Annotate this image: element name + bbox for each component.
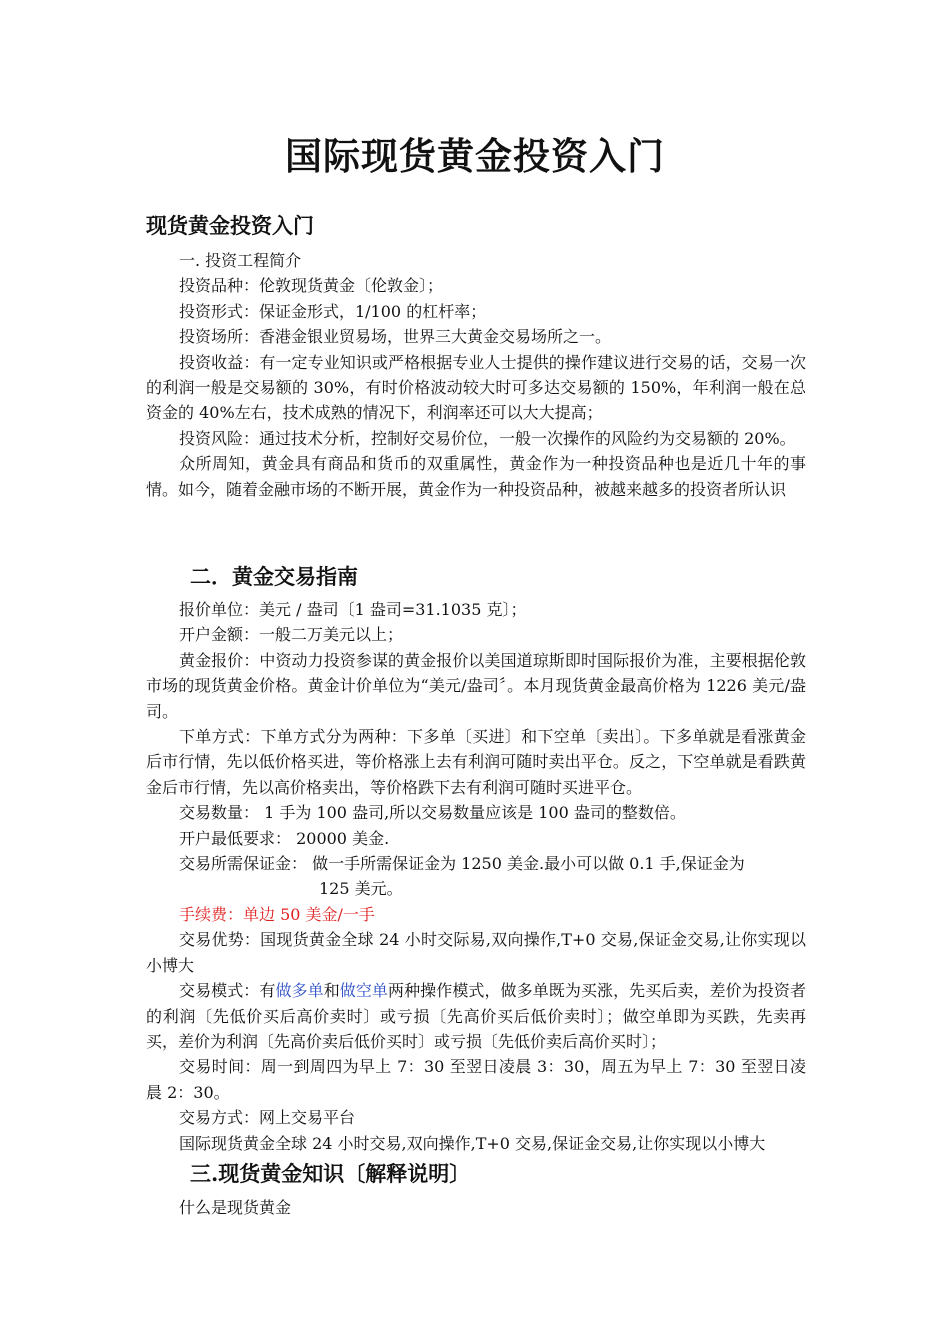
paragraph-quantity: 交易数量： 1 手为 100 盎司,所以交易数量应该是 100 盎司的整数倍。 xyxy=(179,803,686,823)
paragraph-open-amount: 开户金额：一般二万美元以上； xyxy=(179,625,404,645)
section-heading-guide: 二．黄金交易指南 xyxy=(190,564,358,589)
mode-short-term: 做空单 xyxy=(339,981,389,1001)
mode-text-and: 和 xyxy=(323,981,340,1001)
mode-text-rest: 两种操作模式，做多单既为买涨，先买后卖，差价为投资者的利润〔先低价买后高价卖时〕或亏损〔先高价买后低价卖时〕；做空单即为买跌，先卖再买，差价为利润〔先高价卖后低价买时〕或亏损〔先低价卖后高价买时〕； xyxy=(146,981,806,1051)
paragraph-intro: 众所周知，黄金具有商品和货币的双重属性，黄金作为一种投资品种也是近几十年的事情。如今，随着金融市场的不断开展，黄金作为一种投资品种，被越来越多的投资者所认识 xyxy=(146,454,806,499)
section-3-body xyxy=(146,1195,806,1220)
paragraph-risk: 投资风险：通过技术分析，控制好交易价位，一般一次操作的风险约为交易额的 20%。 xyxy=(179,428,796,448)
mode-long-term: 做多单 xyxy=(275,981,324,1001)
section-heading-intro: 现货黄金投资入门 xyxy=(146,213,314,238)
paragraph-margin: 交易所需保证金： 做一手所需保证金为 1250 美金.最小可以做 0.1 手,保证金为 xyxy=(179,854,745,874)
paragraph-venue: 投资场所：香港金银业贸易场，世界三大黄金交易场所之一。 xyxy=(179,327,612,347)
paragraph-what-is-spot-gold: 什么是现货黄金 xyxy=(179,1198,292,1217)
paragraph-mode xyxy=(146,978,806,1054)
paragraph-time: 交易时间：周一到周四为早上 7：30 至翌日凌晨 3：30，周五为早上 7：30 至翌日凌晨 2：30。 xyxy=(146,1057,806,1102)
paragraph-fee: 手续费：单边 50 美金/一手 xyxy=(179,904,375,924)
document-title: 国际现货黄金投资入门 xyxy=(285,134,665,178)
paragraph-unit: 报价单位：美元 / 盎司〔1 盎司=31.1035 克〕； xyxy=(179,600,527,619)
section-1-body xyxy=(146,248,806,502)
paragraph-quote: 黄金报价：中资动力投资参谋的黄金报价以美国道琼斯即时国际报价为准，主要根据伦敦市场的现货黄金价格。黄金计价单位为“美元/盎司〞。本月现货黄金最高价格为 1226 美元/盎司。 xyxy=(146,650,806,721)
subsection-heading: 一. 投资工程简介 xyxy=(179,251,302,270)
paragraph-summary: 国际现货黄金全球 24 小时交易,双向操作,T+0 交易,保证金交易,让你实现以小博大 xyxy=(179,1133,766,1153)
section-2-body xyxy=(146,597,806,1156)
paragraph-method: 交易方式：网上交易平台 xyxy=(179,1108,356,1128)
paragraph-order: 下单方式：下单方式分为两种：下多单〔买进〕和下空单〔卖出〕。下多单就是看涨黄金后市行情，先以低价格买进，等价格涨上去有利润可随时卖出平仓。反之，下空单就是看跌黄金后市行情，先以高价格卖出，等价格跌下去有利润可随时买进平仓。 xyxy=(146,727,806,797)
paragraph-variety: 投资品种：伦敦现货黄金〔伦敦金〕； xyxy=(179,276,444,296)
paragraph-advantage: 交易优势：国现货黄金全球 24 小时交际易,双向操作,T+0 交易,保证金交易,让你实现以小博大 xyxy=(146,930,806,975)
section-heading-knowledge: 三.现货黄金知识〔解释说明〕 xyxy=(190,1161,471,1186)
mode-text-start: 交易模式：有 xyxy=(179,981,276,1001)
paragraph-margin-continued: 125 美元。 xyxy=(319,879,403,899)
paragraph-form: 投资形式：保证金形式，1/100 的杠杆率； xyxy=(179,301,487,321)
paragraph-returns: 投资收益：有一定专业知识或严格根据专业人士提供的操作建议进行交易的话，交易一次的利润一般是交易额的 30%，有时价格波动较大时可多达交易额的 150%，年利润一般在总资金的 40%左右，技术成熟的情况下，利润率还可以大大提高； xyxy=(146,352,806,423)
paragraph-min-open: 开户最低要求： 20000 美金. xyxy=(179,828,390,848)
